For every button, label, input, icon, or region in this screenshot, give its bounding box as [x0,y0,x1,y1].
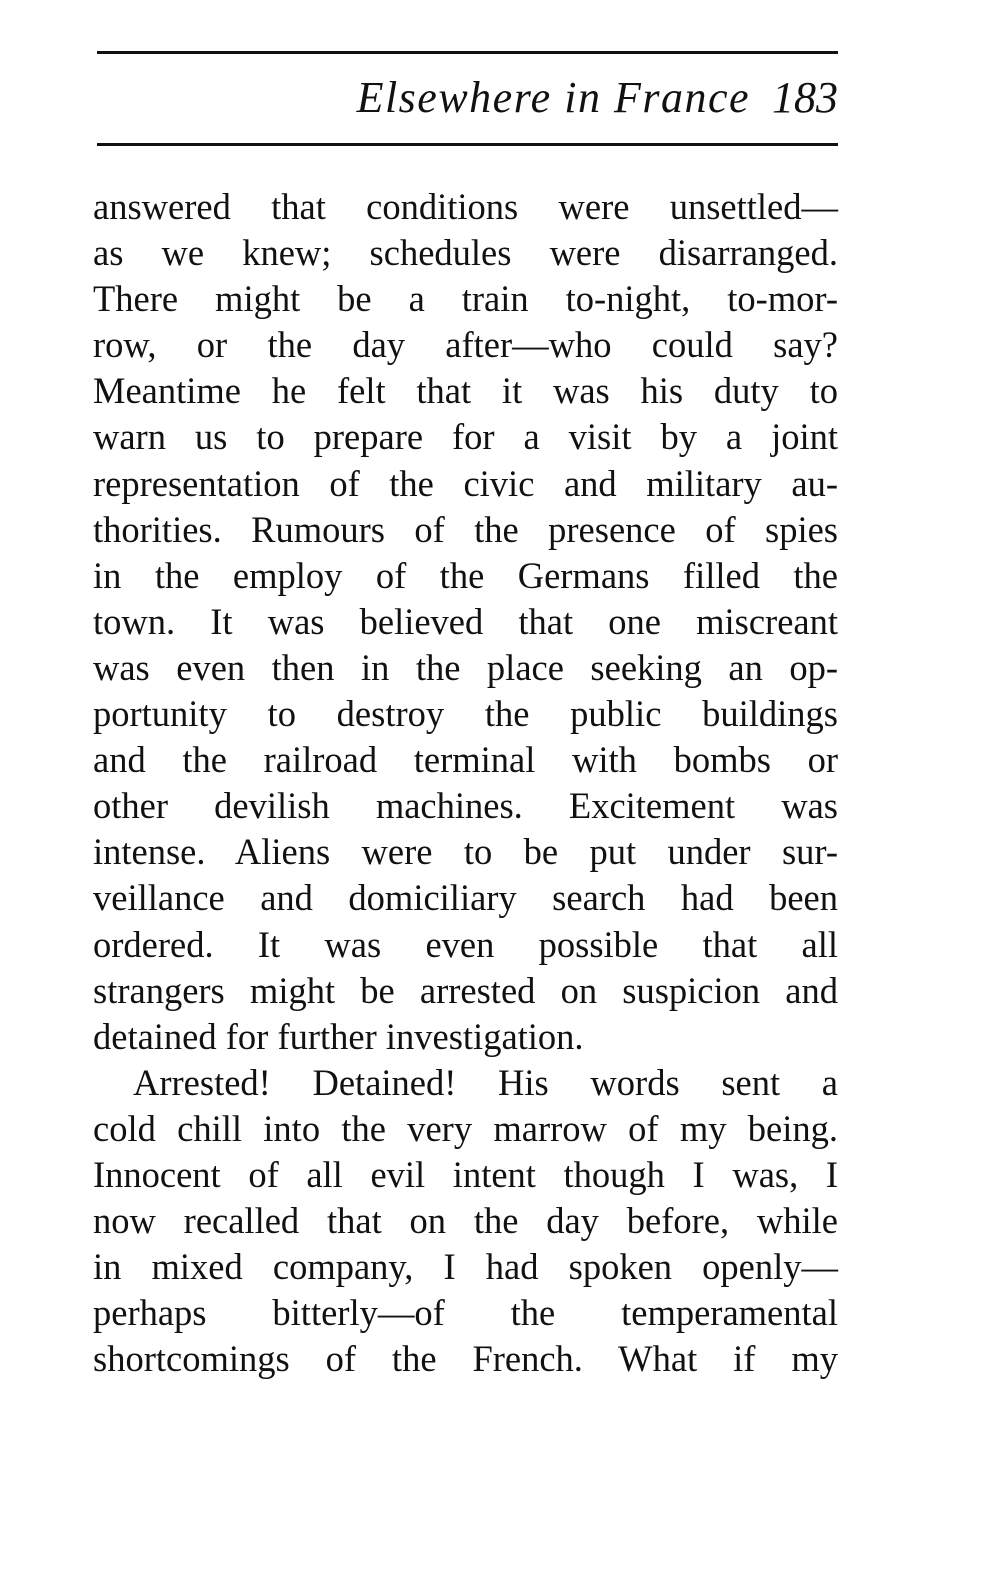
text-line: intense. Aliens were to be put under sur- [93,831,838,873]
text-line: was even then in the place seeking an op- [93,646,838,688]
text-line: perhaps bitterly—of the temperamental [93,1292,838,1334]
text-line: warn us to prepare for a visit by a joint [93,416,838,458]
text-line: representation of the civic and military au- [93,462,838,504]
text-line: veillance and domiciliary search had been [93,877,838,919]
paragraph-1 [93,184,838,1060]
text-line: portunity to destroy the public buildings [93,693,838,735]
paragraph-2 [93,1060,838,1383]
text-line: Arrested! Detained! His words sent a [133,1061,838,1103]
running-head-title: Elsewhere in France [356,73,750,122]
text-line: ordered. It was even possible that all [93,923,838,965]
text-line: in the employ of the Germans filled the [93,554,838,596]
text-line: Innocent of all evil intent though I was, I [93,1153,838,1195]
body-text [93,184,838,1382]
text-line: strangers might be arrested on suspicion and [93,969,838,1011]
text-line: and the railroad terminal with bombs or [93,739,838,781]
text-line: shortcomings of the French. What if my [93,1338,838,1380]
text-line: as we knew; schedules were disarranged. [93,232,838,274]
header-top-rule [97,51,838,54]
text-line: answered that conditions were unsettled— [93,186,838,227]
header-bottom-rule [97,143,838,146]
text-line: Meantime he felt that it was his duty to [93,370,838,412]
text-line: other devilish machines. Excitement was [93,785,838,827]
text-line: in mixed company, I had spoken openly— [93,1246,838,1288]
text-line: town. It was believed that one miscreant [93,600,838,642]
running-head [97,66,838,130]
text-line: There might be a train to-night, to-mor- [93,278,838,320]
text-line: now recalled that on the day before, while [93,1200,838,1242]
text-line: thorities. Rumours of the presence of spies [93,508,838,550]
text-line: row, or the day after—who could say? [93,324,838,366]
text-line: cold chill into the very marrow of my being. [93,1107,838,1149]
text-line: detained for further investigation. [93,1015,584,1057]
page-number: 183 [772,73,838,122]
